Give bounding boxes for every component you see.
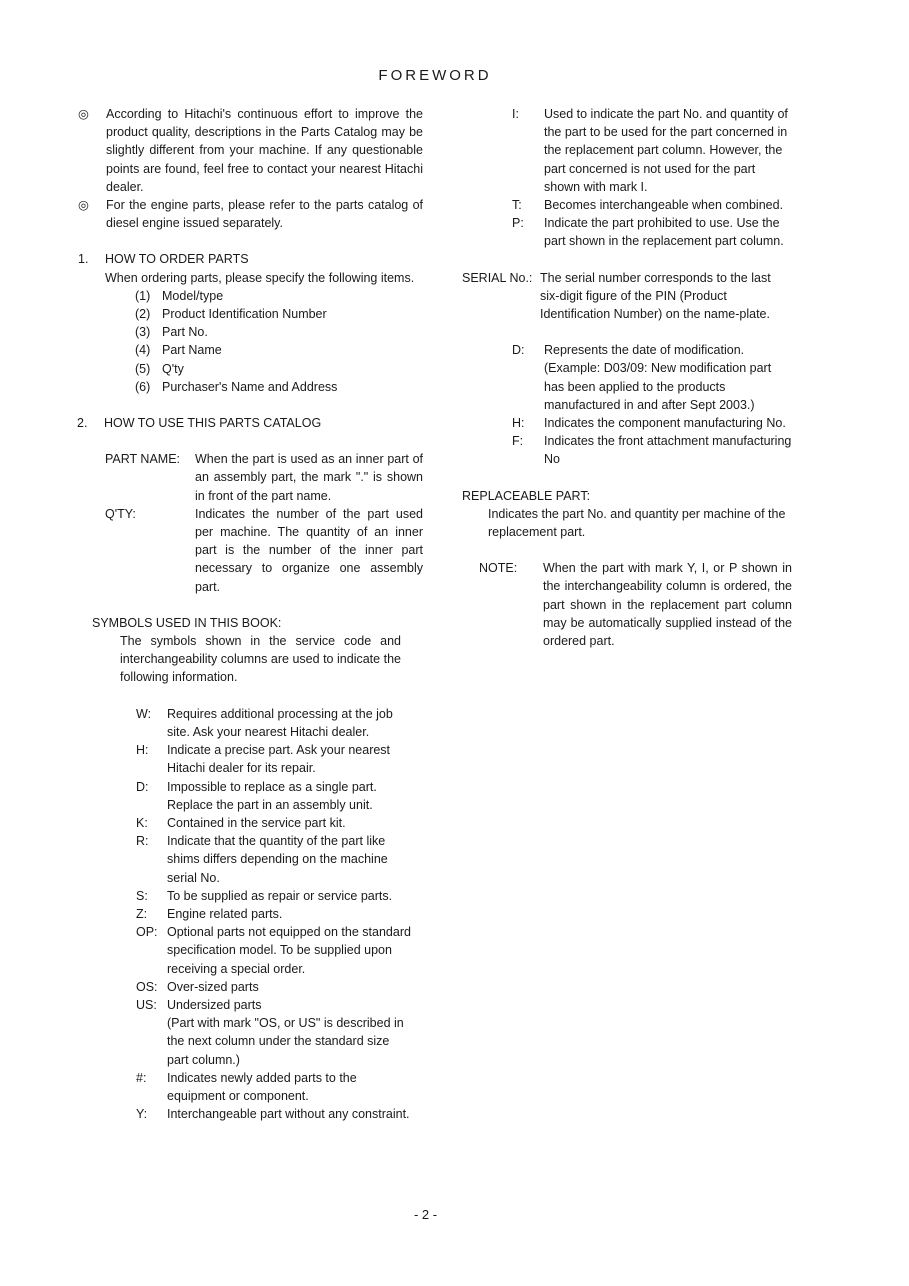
symbol-row: S: To be supplied as repair or service parts. [136,888,393,903]
definition-term: NOTE: [479,561,518,576]
symbol-row: H: Indicates the component manufacturing No. [512,416,786,431]
symbol-row: OP: Optional parts not equipped on the standard specification model. To be supplied upon receiving a special order. [136,925,411,976]
section-heading-text: HOW TO ORDER PARTS [105,252,249,267]
symbol-row: Y: Interchangeable part without any constraint. [136,1107,410,1122]
list-item: (5) Q'ty [135,361,184,376]
symbol-row: I: Used to indicate the part No. and quantity of the part to be used for the part concerned in the replacement part column. However, the part concerned is not used for the part shown with mark I. [512,107,788,194]
definition-term: PART NAME: [105,452,181,467]
symbols-heading: SYMBOLS USED IN THIS BOOK: [92,615,282,630]
intro-text: For the engine parts, please refer to the parts catalog of diesel engine issued separately. [106,198,423,231]
intro-paragraph [78,196,423,232]
right-column [462,105,792,650]
intro-paragraph [78,105,423,196]
bullseye-icon: ◎ [78,107,89,121]
section-heading-text: HOW TO USE THIS PARTS CATALOG [104,416,322,431]
list-item: (1) Model/type [135,288,224,303]
symbol-row: F: Indicates the front attachment manufacturing No [512,434,792,467]
definition-text: The serial number corresponds to the last six-digit figure of the PIN (Product Identification Number) on the name-plate. [540,270,771,322]
serial-definition [462,269,792,324]
replaceable-heading: REPLACEABLE PART: [462,488,591,503]
qty-definition [78,505,423,596]
symbol-row: #: Indicates newly added parts to the equipment or component. [136,1070,357,1103]
symbol-row: D: Impossible to replace as a single part. Replace the part in an assembly unit. [136,779,377,812]
part-name-definition [78,450,423,505]
definition-term: SERIAL No.: [462,270,533,285]
section-1-text: When ordering parts, please specify the following items. [105,270,415,285]
definition-term: Q'TY: [105,506,136,521]
order-items-list [78,287,423,396]
symbol-row: R: Indicate that the quantity of the part like shims differs depending on the machine serial No. [136,834,388,885]
definition-text: When the part is used as an inner part of an assembly part, the mark "." is shown in front of the part name. [195,452,423,503]
bullseye-icon: ◎ [78,198,89,213]
section-2-heading [77,414,423,432]
section-1-heading [78,250,423,268]
symbol-row: W: Requires additional processing at the job site. Ask your nearest Hitachi dealer. [136,706,393,739]
symbol-row: Z: Engine related parts. [136,906,283,921]
list-item: (6) Purchaser's Name and Address [135,379,338,394]
symbols-intro: The symbols shown in the service code and interchangeability columns are used to indicate the following information. [120,634,401,685]
replaceable-text: Indicates the part No. and quantity per machine of the replacement part. [488,506,786,540]
section-number: 2. [77,416,88,431]
intro-text: According to Hitachi's continuous effort to improve the product quality, descriptions in the Parts Catalog may be slightly different from your machine. If any questionable points are found, feel free to contact your nearest Hitachi dealer. [106,107,423,194]
list-item: (2) Product Identification Number [135,307,327,322]
symbol-row: US: Undersized parts [136,997,262,1012]
symbol-row: H: Indicate a precise part. Ask your nearest Hitachi dealer for its repair. [136,743,391,776]
page-title: FOREWORD [378,67,492,84]
section-number: 1. [78,252,89,267]
symbol-row: (Part with mark "OS, or US" is described in the next column under the standard size part column.) [167,1016,404,1067]
left-column [78,105,423,1123]
symbol-row: D: Represents the date of modification. (Example: D03/09: New modification part has been applied to the products manufactured in and after Sept 2003.) [512,343,772,412]
symbol-row: P: Indicate the part prohibited to use. Use the part shown in the replacement part column. [512,216,784,249]
definition-text: Indicates the number of the part used per machine. The quantity of an inner part is the number of the inner part necessary to organize one assembly part. [195,506,423,594]
symbol-row: K: Contained in the service part kit. [136,815,346,830]
list-item: (4) Part Name [135,343,222,358]
definition-text: When the part with mark Y, I, or P shown in the interchangeability column is ordered, the part shown in the replacement part column may be automatically supplied instead of the ordered part. [543,561,792,649]
symbol-row: T: Becomes interchangeable when combined. [512,198,784,213]
list-item: (3) Part No. [135,325,208,340]
symbol-row: OS: Over-sized parts [136,979,259,994]
page-number: - 2 - [413,1207,438,1222]
note-definition [462,559,792,650]
